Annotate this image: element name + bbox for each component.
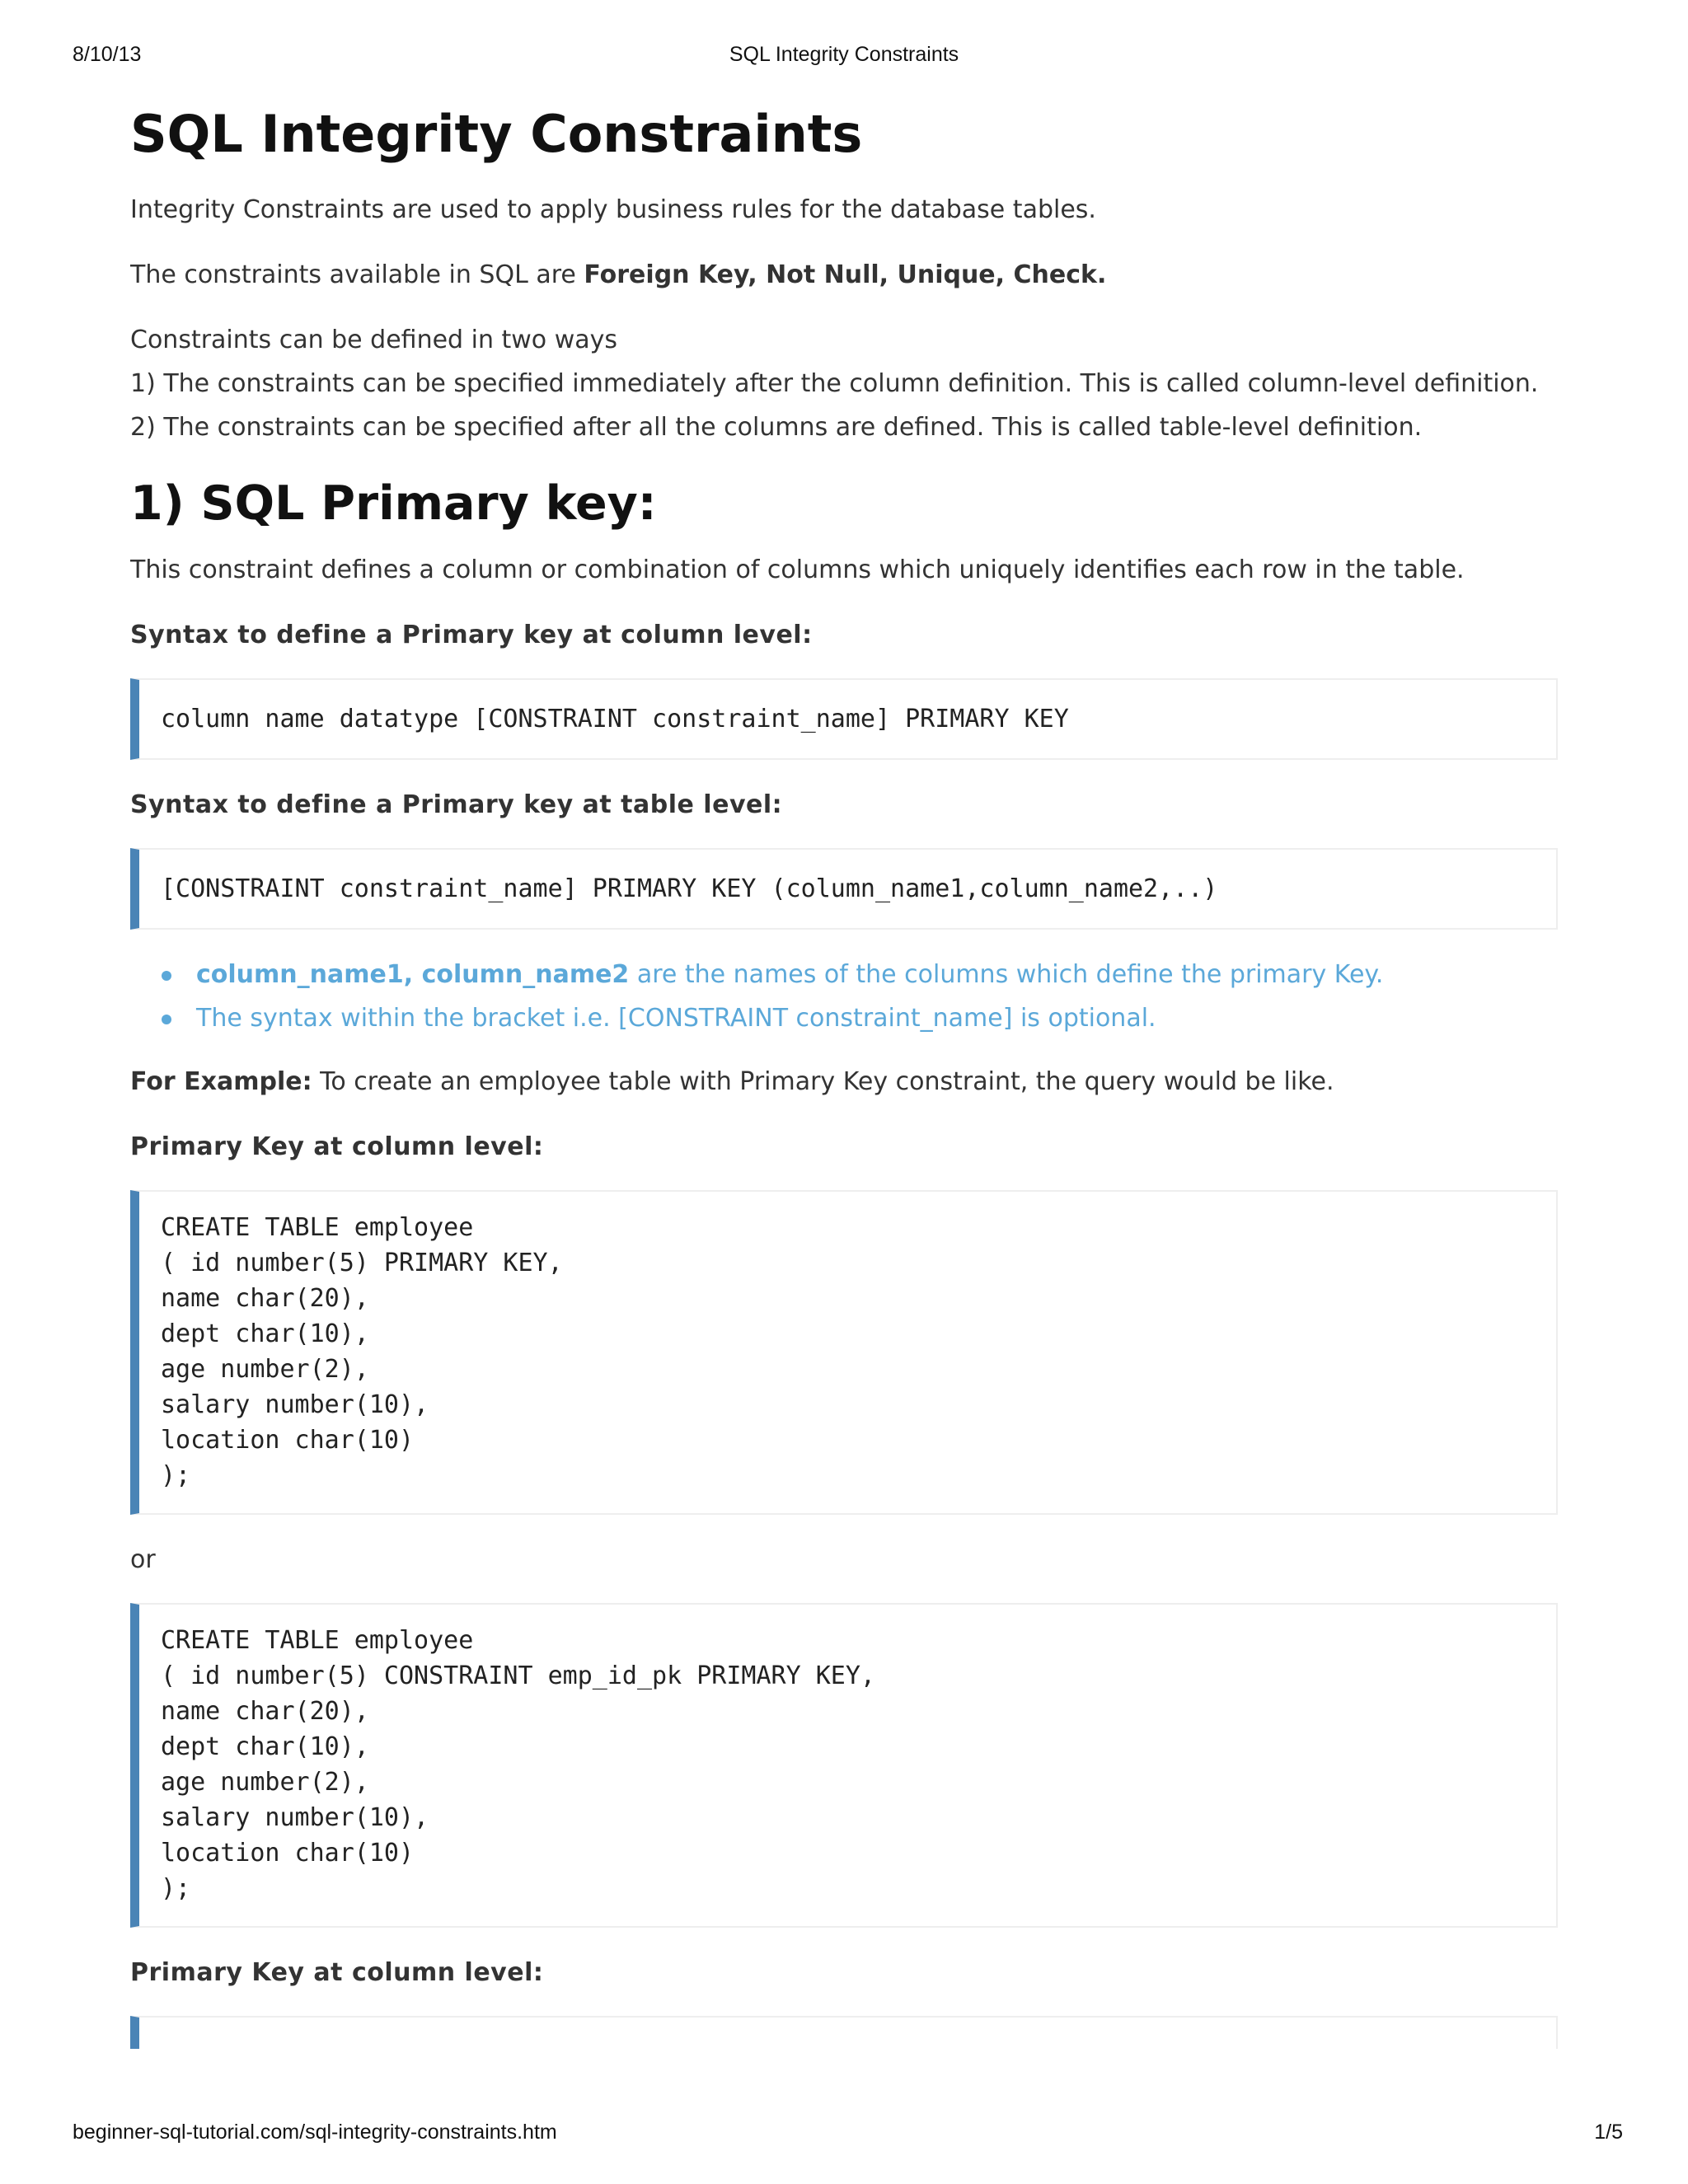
bullet-icon [162,971,171,981]
print-footer-url: beginner-sql-tutorial.com/sql-integrity-constraints.htm [73,2121,557,2144]
available-list: Foreign Key, Not Null, Unique, Check. [584,260,1107,289]
example-label: For Example: [130,1067,312,1096]
example-text: To create an employee table with Primary Key constraint, the query would be like. [312,1067,1334,1096]
code-line: age number(2), [161,1355,369,1384]
code-line: CREATE TABLE employee [161,1626,474,1655]
ways-intro: Constraints can be defined in two ways [130,326,617,354]
code-block-example-1 [130,1190,1558,1515]
or-text: or [130,1545,156,1574]
code-block-example-2 [130,1603,1558,1928]
primary-key-description: This constraint defines a column or combination of columns which uniquely identifies each row in the table. [130,555,1465,584]
code-line: column name datatype [CONSTRAINT constraint_name] PRIMARY KEY [161,705,1069,733]
way-2: 2) The constraints can be specified after all the columns are defined. This is called table-level definition. [130,413,1423,442]
column-level-heading-2: Primary Key at column level: [130,1958,544,1987]
list-item [162,953,1558,996]
code-line: dept char(10), [161,1319,369,1348]
example-paragraph [130,1060,1558,1104]
page-title: SQL Integrity Constraints [130,104,863,164]
code-line: location char(10) [161,1426,415,1455]
note-highlight: column_name1, column_name2 [196,960,630,989]
code-line: [CONSTRAINT constraint_name] PRIMARY KEY (column_name1,column_name2,..) [161,874,1218,903]
available-prefix: The constraints available in SQL are [130,260,584,289]
print-header-date: 8/10/13 [73,43,142,66]
note-text: are the names of the columns which define the primary Key. [629,960,1384,989]
syntax-column-heading: Syntax to define a Primary key at column level: [130,621,813,649]
code-line: name char(20), [161,1284,369,1313]
code-line: location char(10) [161,1839,415,1868]
print-header-title: SQL Integrity Constraints [729,43,959,66]
code-line: ); [161,1874,191,1903]
way-1: 1) The constraints can be specified immediately after the column definition. This is called column-level definition. [130,369,1539,398]
code-line: salary number(10), [161,1390,429,1419]
code-line: name char(20), [161,1697,369,1726]
available-constraints-paragraph [130,253,1558,297]
code-line: salary number(10), [161,1803,429,1832]
article-content [130,97,1558,2088]
code-line: age number(2), [161,1768,369,1797]
code-line: ( id number(5) PRIMARY KEY, [161,1249,563,1277]
code-line: dept char(10), [161,1732,369,1761]
list-item [162,996,1558,1040]
section-title-primary-key: 1) SQL Primary key: [130,476,657,531]
code-line: ); [161,1461,191,1490]
code-block-syntax-table [130,848,1558,930]
bullet-icon [162,1015,171,1024]
code-block-syntax-column [130,678,1558,760]
code-line: CREATE TABLE employee [161,1213,474,1242]
print-footer-page-number: 1/5 [1594,2121,1623,2144]
syntax-table-heading: Syntax to define a Primary key at table level: [130,790,783,819]
code-block-partial [130,2016,1558,2049]
intro-paragraph: Integrity Constraints are used to apply business rules for the database tables. [130,195,1096,224]
notes-list [162,953,1558,1040]
column-level-heading: Primary Key at column level: [130,1132,544,1161]
code-line: ( id number(5) CONSTRAINT emp_id_pk PRIMARY KEY, [161,1661,875,1690]
note-text: The syntax within the bracket i.e. [CONSTRAINT constraint_name] is optional. [196,1004,1156,1033]
